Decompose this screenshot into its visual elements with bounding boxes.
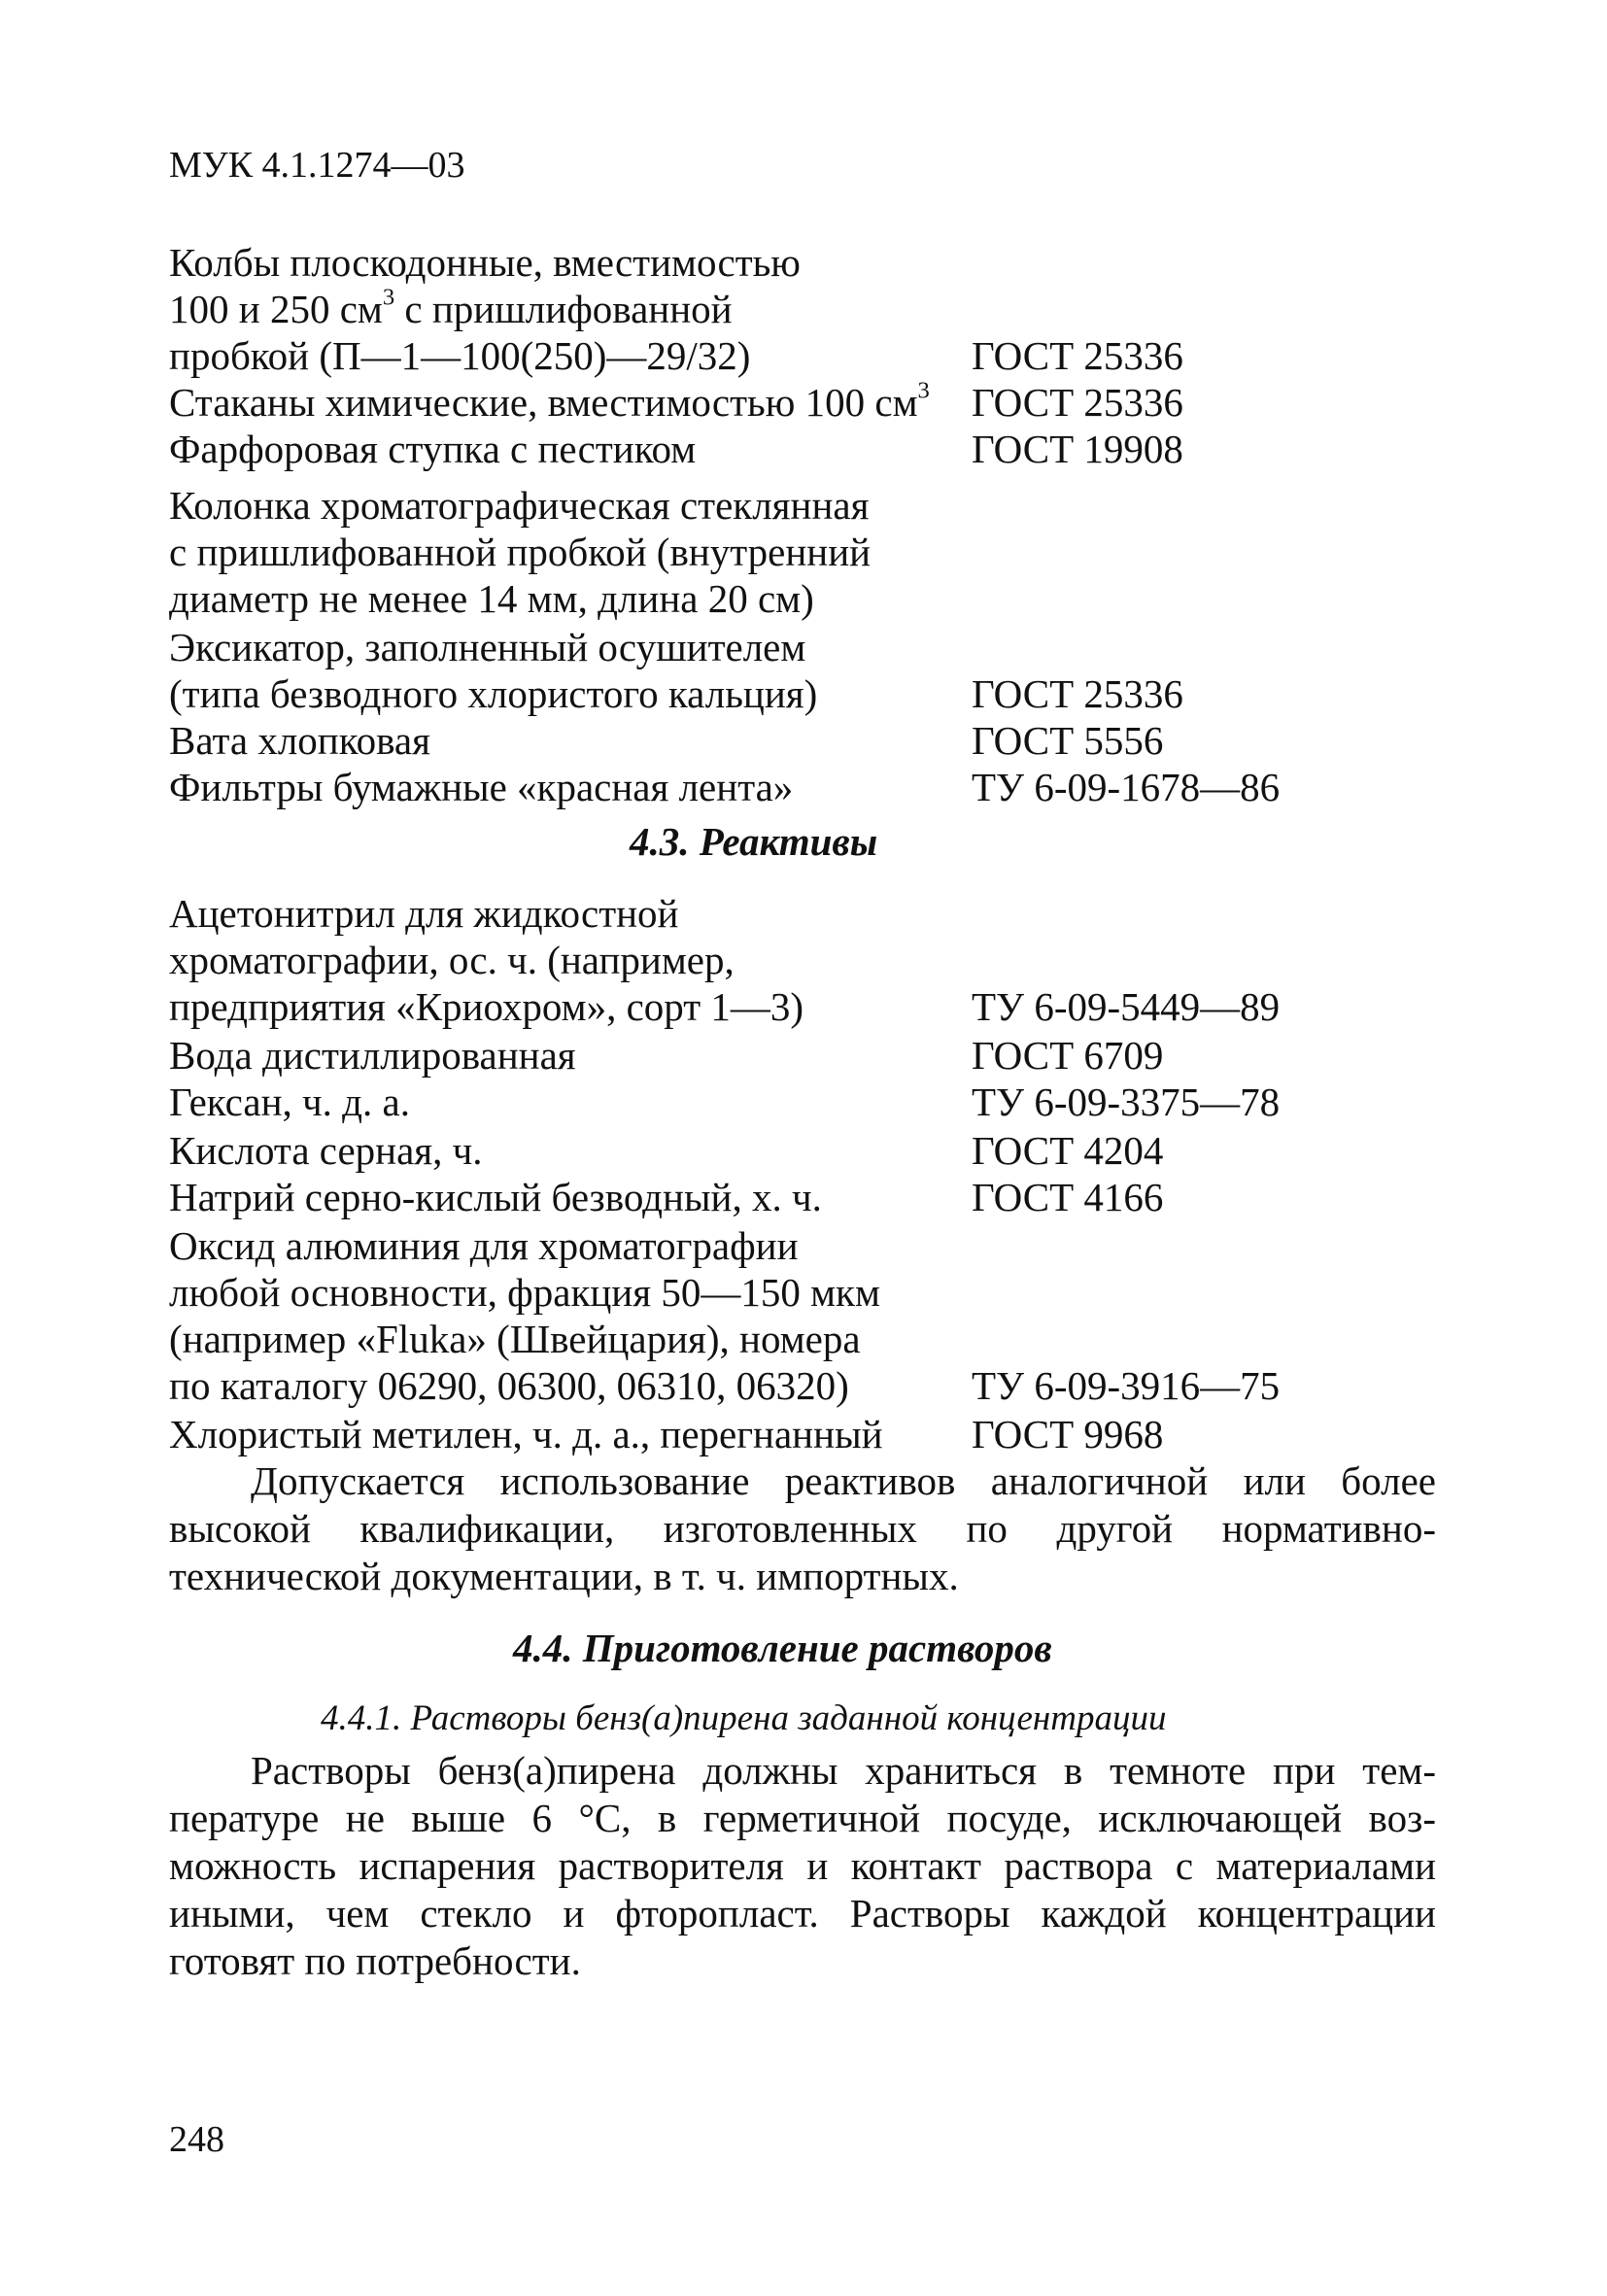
- equipment-item-standard: ГОСТ 5556: [972, 718, 1164, 763]
- storage-paragraph: [169, 1747, 1436, 1985]
- equipment-item-standard: ГОСТ 19908: [972, 427, 1183, 471]
- equipment-item-text: с пришлифованной пробкой (внутренний: [169, 530, 872, 574]
- equipment-item-text: Эксикатор, заполненный осушителем: [169, 625, 806, 669]
- paragraph-line: Допускается использование реактивов аналогичной или более: [251, 1458, 1436, 1503]
- equipment-item-text: пробкой (П—1—100(250)—29/32): [169, 333, 751, 378]
- paragraph-line: можность испарения растворителя и контакт раствора с материалами: [169, 1843, 1436, 1888]
- reagent-item-standard: ТУ 6-09-3916—75: [972, 1363, 1281, 1408]
- paragraph-line: готовят по потребности.: [169, 1938, 581, 1983]
- reagent-item-standard: ГОСТ 4166: [972, 1175, 1164, 1219]
- reagent-item-text: Хлористый метилен, ч. д. а., перегнанный: [169, 1412, 883, 1456]
- reagent-item-text: (например «Fluka» (Швейцария), номера: [169, 1317, 861, 1361]
- reagent-item-text: Гексан, ч. д. а.: [169, 1079, 410, 1124]
- equipment-item-text: (типа безводного хлористого кальция): [169, 671, 818, 716]
- section-heading-reagents: 4.3. Реактивы: [630, 819, 878, 864]
- equipment-item-text: Колонка хроматографическая стеклянная: [169, 483, 870, 528]
- reagent-item-text: Кислота серная, ч.: [169, 1128, 483, 1173]
- reagent-item-standard: ГОСТ 6709: [972, 1033, 1164, 1078]
- reagent-item-standard: ТУ 6-09-3375—78: [972, 1079, 1281, 1124]
- equipment-item-standard: ГОСТ 25336: [972, 333, 1183, 378]
- reagent-item-text: любой основности, фракция 50—150 мкм: [169, 1270, 880, 1315]
- equipment-item-standard: ГОСТ 25336: [972, 671, 1183, 716]
- paragraph-line: Растворы бенз(а)пирена должны храниться в темноте при тем-: [251, 1748, 1436, 1793]
- equipment-item-text: Фильтры бумажные «красная лента»: [169, 765, 794, 809]
- paragraph-line: иными, чем стекло и фторопласт. Растворы каждой концентрации: [169, 1891, 1436, 1936]
- page-number: 248: [169, 2119, 224, 2160]
- reagent-item-text: Ацетонитрил для жидкостной: [169, 891, 679, 936]
- reagent-item-standard: ГОСТ 9968: [972, 1412, 1164, 1456]
- equipment-item-text: Вата хлопковая: [169, 718, 430, 763]
- equipment-item-standard: ТУ 6-09-1678—86: [972, 765, 1281, 809]
- paragraph-line: пературе не выше 6 °С, в герметичной посуде, исключающей воз-: [169, 1796, 1436, 1840]
- reagent-item-text: предприятия «Криохром», сорт 1—3): [169, 984, 804, 1029]
- reagent-item-text: Оксид алюминия для хроматографии: [169, 1223, 799, 1268]
- reagent-item-text: по каталогу 06290, 06300, 06310, 06320): [169, 1363, 849, 1408]
- reagents-note-paragraph: [169, 1457, 1436, 1600]
- reagent-item-standard: ГОСТ 4204: [972, 1128, 1164, 1173]
- paragraph-line: высокой квалификации, изготовленных по другой нормативно-: [169, 1506, 1436, 1551]
- document-code-header: МУК 4.1.1274—03: [169, 145, 465, 186]
- equipment-item-text: Фарфоровая ступка с пестиком: [169, 427, 697, 471]
- equipment-item-text: Колбы плоскодонные, вместимостью: [169, 240, 801, 285]
- reagent-item-text: хроматографии, ос. ч. (например,: [169, 938, 735, 982]
- reagent-item-standard: ТУ 6-09-5449—89: [972, 984, 1281, 1029]
- reagent-item-text: Вода дистиллированная: [169, 1033, 576, 1078]
- reagent-item-text: Натрий серно-кислый безводный, х. ч.: [169, 1175, 822, 1219]
- section-heading-solutions: 4.4. Приготовление растворов: [513, 1626, 1052, 1670]
- equipment-item-standard: ГОСТ 25336: [972, 380, 1183, 425]
- paragraph-line: технической документации, в т. ч. импортных.: [169, 1554, 959, 1598]
- equipment-item-text: 100 и 250 $см^3$ с пришлифованной: [169, 284, 733, 331]
- subsection-heading: 4.4.1. Растворы бенз(а)пирена заданной концентрации: [321, 1698, 1167, 1738]
- equipment-item-text: Стаканы химические, вместимостью 100 $см^3$: [169, 377, 930, 425]
- equipment-item-text: диаметр не менее 14 мм, длина 20 см): [169, 576, 814, 621]
